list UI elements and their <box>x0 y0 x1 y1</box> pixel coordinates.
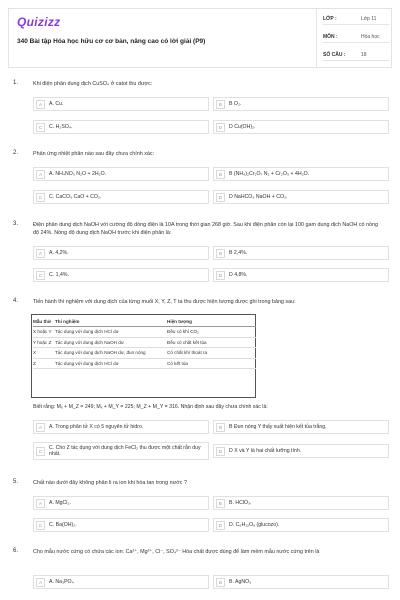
option-text: D NaHCO₃ NaOH + CO₂. <box>229 194 288 200</box>
table-cell: X hoặc Y <box>33 327 55 338</box>
meta-value: Lớp 11 <box>361 16 377 22</box>
option-letter: C <box>36 271 45 280</box>
meta-label: MÔN : <box>323 34 338 40</box>
header-divider <box>316 9 317 67</box>
table-row <box>33 348 256 359</box>
question-text: Điện phân dung dịch NaOH với cường độ dòng điện là 10A trong thời gian 268 giờ. Sau khi điện phân còn lại 100 gam dung dịch NaOH có nồng độ 24%. Nồng độ dung dịch NaOH trước khi điện phân là: <box>33 222 379 236</box>
option-c[interactable] <box>33 120 209 134</box>
option-text: B Đun nóng Y thấy xuất hiện kết tủa trắng. <box>229 424 327 430</box>
question-number: 4. <box>13 298 19 304</box>
table-cell: Có kết tủa <box>167 358 256 369</box>
quizizz-logo: Quizizz <box>17 15 61 29</box>
table-cell: Có chất khí thoát ra <box>167 348 256 359</box>
meta-row-subject <box>323 31 389 43</box>
option-text: A. 4,2%. <box>49 250 69 256</box>
meta-value: 18 <box>361 52 367 58</box>
option-text: B O₂. <box>229 101 242 107</box>
meta-row-class <box>323 13 389 25</box>
option-a[interactable] <box>33 496 209 510</box>
question-5 <box>13 479 389 539</box>
question-6 <box>13 548 389 596</box>
meta-label: LỚP : <box>323 16 337 22</box>
table-cell: Y hoặc Z <box>33 337 55 348</box>
option-text: A. MgCl₂. <box>49 500 71 506</box>
table-cell: X <box>33 348 55 359</box>
option-text: B (NH₄)₂Cr₂O₇ N₂ + Cr₂O₃ + 4H₂O. <box>229 171 310 177</box>
option-letter: C <box>36 123 45 132</box>
option-text: B 2,4%. <box>229 250 248 256</box>
meta-label: SỐ CÂU : <box>323 52 346 58</box>
option-b[interactable] <box>213 97 389 111</box>
table-header: Thí nghiệm <box>55 316 167 327</box>
question-number: 5. <box>13 479 19 485</box>
question-number: 3. <box>13 221 19 227</box>
option-text: D. C₆H₁₂O₆ (glucozo). <box>229 522 280 528</box>
question-number: 2. <box>13 150 19 156</box>
option-text: C. H₂SO₄. <box>49 124 73 130</box>
option-a[interactable] <box>33 167 209 181</box>
option-b[interactable] <box>213 575 389 589</box>
option-letter: D <box>216 447 225 456</box>
table-cell: Đều có chất kết tủa <box>167 337 256 348</box>
table-header: Mẫu thử <box>33 316 55 327</box>
option-letter: C <box>36 193 45 202</box>
option-d[interactable] <box>213 190 389 204</box>
option-letter: D <box>216 123 225 132</box>
table-cell: Tác dụng với dung dịch HCl dư <box>55 327 167 338</box>
question-3 <box>13 221 389 289</box>
option-letter: A <box>36 249 45 258</box>
question-number: 6. <box>13 548 19 554</box>
option-text: C. Ba(OH)₂. <box>49 522 77 528</box>
option-text: A. Trong phân tử X có 5 nguyên tử hidro. <box>49 424 144 430</box>
option-letter: C <box>36 521 45 530</box>
option-b[interactable] <box>213 496 389 510</box>
option-d[interactable] <box>213 268 389 282</box>
option-a[interactable] <box>33 420 209 434</box>
option-text: B. HClO₃. <box>229 500 252 506</box>
option-c[interactable] <box>33 190 209 204</box>
option-text: D Cu(OH)₂. <box>229 124 256 130</box>
table-cell: Tác dụng với dung dịch NaOH dư <box>55 337 167 348</box>
option-d[interactable] <box>213 120 389 134</box>
option-c[interactable] <box>33 268 209 282</box>
question-number: 1. <box>13 80 19 86</box>
table-cell: Đều có khí CO₂ <box>167 327 256 338</box>
experiment-table <box>33 316 256 369</box>
question-1 <box>13 80 389 140</box>
option-letter: A <box>36 100 45 109</box>
option-c[interactable] <box>33 518 209 532</box>
table-header: Hiện tượng <box>167 316 256 327</box>
question-text: Phản ứng nhiệt phân nào sau đây chưa chính xác: <box>33 151 155 157</box>
option-d[interactable] <box>213 444 389 458</box>
option-a[interactable] <box>33 575 209 589</box>
question-2 <box>13 150 389 210</box>
option-letter: C <box>36 447 45 456</box>
option-letter: B <box>216 100 225 109</box>
option-letter: A <box>36 423 45 432</box>
option-text: D 4,8%. <box>229 272 248 278</box>
table-row <box>33 327 256 338</box>
table-cell: Z <box>33 358 55 369</box>
page-title: 340 Bài tập Hóa học hữu cơ cơ bản, nâng cao có lời giải (P9) <box>17 38 206 45</box>
meta-value: Hóa học <box>361 34 380 40</box>
option-b[interactable] <box>213 420 389 434</box>
option-letter: B <box>216 423 225 432</box>
option-letter: A <box>36 578 45 587</box>
worksheet-header <box>8 8 392 68</box>
option-letter: D <box>216 193 225 202</box>
option-d[interactable] <box>213 518 389 532</box>
question-text: Khi điện phân dung dịch CuSO₄ ở catot thu được: <box>33 81 153 87</box>
option-text: C. CaCO₃ CaO + CO₂. <box>49 194 102 200</box>
option-letter: A <box>36 170 45 179</box>
option-letter: B <box>216 578 225 587</box>
table-cell: Tác dụng với dung dịch HCl dư <box>55 358 167 369</box>
option-a[interactable] <box>33 97 209 111</box>
option-text: A. Na₃PO₄ <box>49 579 74 585</box>
option-text: C. Cho Z tác dụng với dung dịch FeCl₂ thu được một chất rắn duy nhất. <box>49 445 201 457</box>
option-letter: A <box>36 499 45 508</box>
option-a[interactable] <box>33 246 209 260</box>
option-letter: B <box>216 249 225 258</box>
option-text: A. NH₄NO₃ N₂O + 2H₂O. <box>49 171 107 177</box>
table-cell: Tác dụng với dung dịch NaOH dư, đun nóng <box>55 348 167 359</box>
option-text: B. AgNO₃ <box>229 579 252 585</box>
option-text: C. 1,4%. <box>49 272 69 278</box>
option-letter: D <box>216 521 225 530</box>
table-row <box>33 337 256 348</box>
option-text: A. Cu. <box>49 101 64 107</box>
given-condition: Biết rằng: Mₓ + M_Z = 249; Mₓ + M_Y = 225; M_Z + M_Y = 316. Nhận định sau đây chưa chính xác là: <box>33 404 268 410</box>
question-text: Tiến hành thí nghiệm với dung dịch của từng muối X, Y, Z, T ta thu được hiện tượng được ghi trong bảng sau: <box>33 299 296 305</box>
option-letter: D <box>216 271 225 280</box>
option-b[interactable] <box>213 246 389 260</box>
meta-row-count <box>323 49 389 61</box>
question-text: Cho mẫu nước cứng có chứa các ion: Ca²⁺, Mg²⁺, Cl⁻, SO₄²⁻ Hóa chất được dùng để làm mềm mẫu nước cứng trên là <box>33 549 320 555</box>
option-letter: B <box>216 170 225 179</box>
option-b[interactable] <box>213 167 389 181</box>
table-row <box>33 358 256 369</box>
question-text: Chất nào dưới đây không phân li ra ion khi hòa tan trong nước ? <box>33 480 187 486</box>
option-text: D X và Y là hai chất lưỡng tính. <box>229 448 302 454</box>
table-header-row <box>33 316 256 327</box>
option-letter: B <box>216 499 225 508</box>
option-c[interactable] <box>33 442 209 460</box>
question-4-options <box>13 420 389 470</box>
